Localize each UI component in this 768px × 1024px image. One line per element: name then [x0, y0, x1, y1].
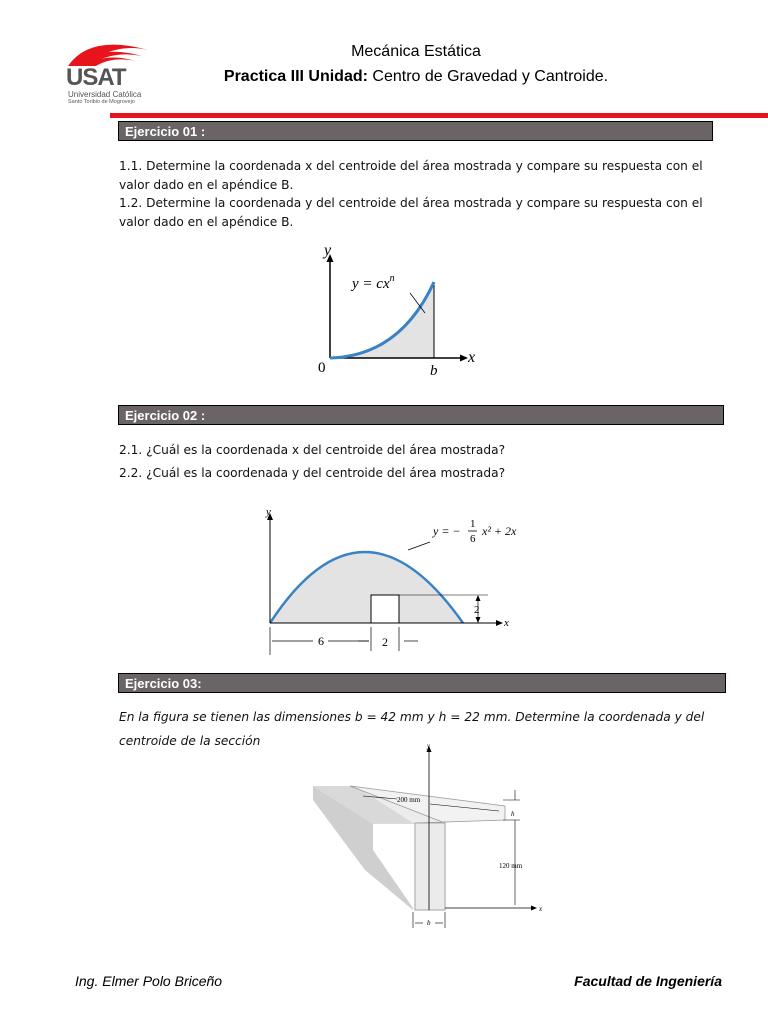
fig1-y-axis-label: y	[324, 242, 332, 259]
footer-faculty: Facultad de Ingeniería	[574, 973, 722, 989]
exercise-3-text: En la figura se tienen las dimensiones b = 42 mm y h = 22 mm. Determine la coordenada y del centroide de la sección	[119, 710, 705, 748]
exercise-3-heading: Ejercicio 03:	[118, 673, 726, 693]
exercise-2-figure	[258, 505, 533, 655]
fig2-x-axis-label: x	[504, 617, 509, 629]
fig2-dim-2: 2	[382, 635, 388, 649]
subtitle-bold: Practica III Unidad:	[223, 68, 368, 85]
fig3-dim-h: h	[511, 810, 515, 818]
fig1-origin-label: 0	[318, 360, 326, 376]
fig3-dim-120: 120 mm	[499, 862, 523, 870]
header-divider	[110, 113, 768, 118]
fig2-equation-lhs: y = −	[433, 524, 461, 538]
fig2-dim-height: 2	[474, 604, 480, 616]
fig2-equation-numerator: 1	[470, 518, 476, 530]
fig1-b-label: b	[430, 363, 438, 379]
logo-brand: USAT	[66, 64, 126, 91]
fig3-dim-200: 200 mm	[397, 796, 421, 804]
exercise-1-q1: 1.1. Determine la coordenada x del centroide del área mostrada y compare su respuesta con el valor dado en el apéndice B.	[119, 159, 703, 192]
exercise-2-heading: Ejercicio 02 :	[118, 405, 724, 425]
page-subtitle	[0, 68, 768, 86]
fig1-equation: $y = cx^n$	[352, 273, 395, 292]
fig2-y-axis-label: y	[266, 506, 271, 518]
exercise-1-q2: 1.2. Determine la coordenada y del centroide del área mostrada y compare su respuesta con el valor dado en el apéndice B.	[119, 196, 703, 229]
subtitle-rest: Centro de Gravedad y Cantroide.	[367, 68, 609, 85]
exercise-1-heading: Ejercicio 01 :	[118, 121, 713, 141]
exercise-2-q2: 2.2. ¿Cuál es la coordenada y del centroide del área mostrada?	[119, 466, 506, 480]
fig2-dim-6: 6	[318, 634, 324, 648]
fig3-y-axis-label: y	[427, 742, 431, 750]
exercise-2-text	[119, 439, 719, 485]
logo-line2: Santo Toribio de Mogrovejo	[68, 99, 135, 105]
fig2-equation-rhs: x² + 2x	[482, 524, 517, 538]
exercise-1-text	[119, 157, 719, 231]
fig1-x-axis-label: x	[468, 349, 476, 366]
footer-author: Ing. Elmer Polo Briceño	[75, 973, 223, 989]
page-title: Mecánica Estática	[351, 43, 481, 60]
exercise-3-figure	[305, 740, 555, 935]
fig3-x-axis-label: x	[539, 905, 543, 913]
fig2-equation-denominator: 6	[470, 533, 476, 545]
exercise-1-figure	[310, 238, 490, 383]
fig3-dim-b: b	[427, 919, 431, 927]
exercise-2-q1: 2.1. ¿Cuál es la coordenada x del centroide del área mostrada?	[119, 443, 506, 457]
logo-line1: Universidad Católica	[68, 90, 142, 99]
